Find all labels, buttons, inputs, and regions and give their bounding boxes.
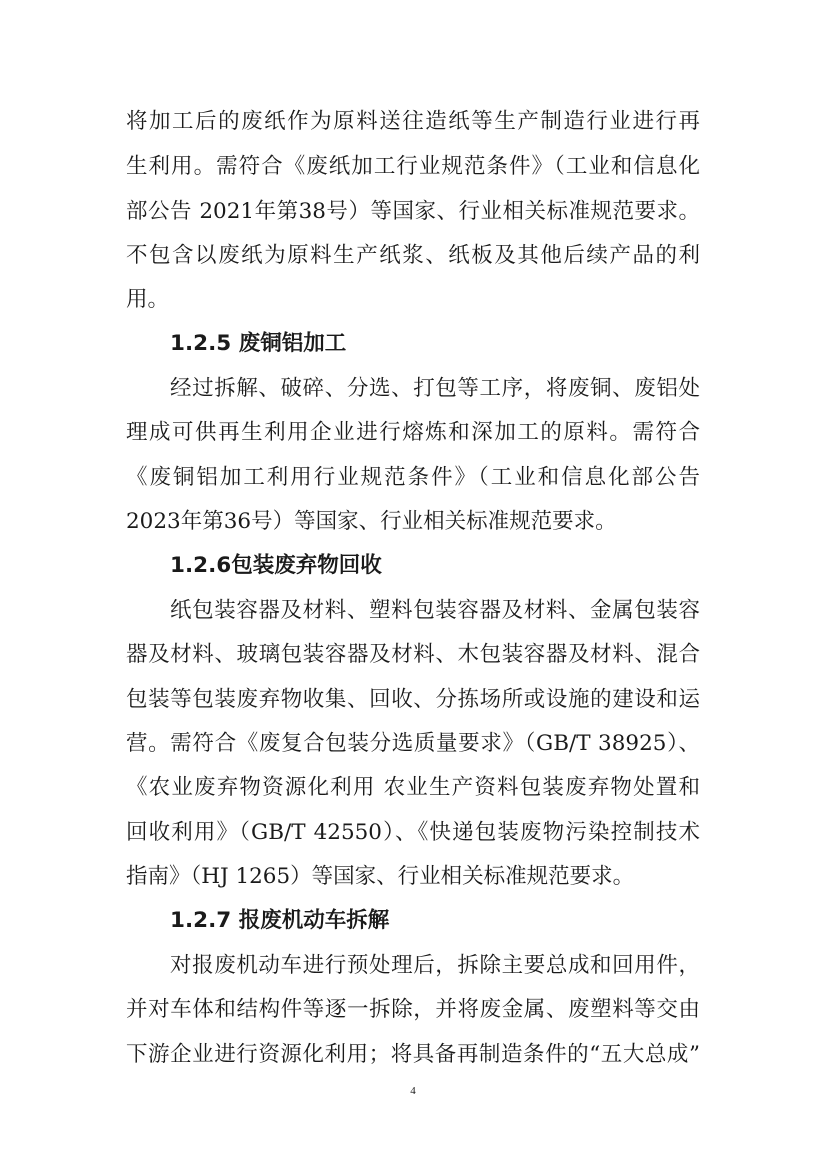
paragraph-line: 《农业废弃物资源化利用 农业生产资料包装废弃物处置和 <box>126 775 700 800</box>
paragraph-line: 包装等包装废弃物收集、回收、分拣场所或设施的建设和运 <box>126 687 700 712</box>
section-heading-1-2-7: 1.2.7 报废机动车拆解 <box>170 908 390 933</box>
paragraph-line: 部公告 2021年第38号）等国家、行业相关标准规范要求。 <box>126 199 700 224</box>
paragraph-line: 理成可供再生利用企业进行熔炼和深加工的原料。需符合 <box>126 420 700 445</box>
section-heading-1-2-5: 1.2.5 废铜铝加工 <box>170 331 347 356</box>
paragraph-line: 纸包装容器及材料、塑料包装容器及材料、金属包装容 <box>170 598 700 623</box>
paragraph-line: 对报废机动车进行预处理后，拆除主要总成和回用件， <box>170 953 700 978</box>
paragraph-line: 将加工后的废纸作为原料送往造纸等生产制造行业进行再 <box>126 109 700 134</box>
paragraph-line: 经过拆解、破碎、分选、打包等工序，将废铜、废铝处 <box>170 376 700 401</box>
paragraph-line: 指南》（HJ 1265）等国家、行业相关标准规范要求。 <box>126 864 635 889</box>
paragraph-line: 不包含以废纸为原料生产纸浆、纸板及其他后续产品的利 <box>126 243 700 268</box>
paragraph-line: 生利用。需符合《废纸加工行业规范条件》（工业和信息化 <box>126 154 700 179</box>
paragraph-line: 器及材料、玻璃包装容器及材料、木包装容器及材料、混合 <box>126 642 700 667</box>
page-number: 4 <box>410 1085 416 1097</box>
paragraph-line: 下游企业进行资源化利用；将具备再制造条件的“五大总成” <box>126 1042 700 1067</box>
section-heading-1-2-6: 1.2.6包装废弃物回收 <box>170 553 382 578</box>
paragraph-line: 并对车体和结构件等逐一拆除，并将废金属、废塑料等交由 <box>126 997 700 1022</box>
paragraph-line: 2023年第36号）等国家、行业相关标准规范要求。 <box>126 509 617 534</box>
paragraph-line: 用。 <box>126 287 170 312</box>
paragraph-line: 《废铜铝加工利用行业规范条件》（工业和信息化部公告 <box>126 465 700 490</box>
paragraph-line: 营。需符合《废复合包装分选质量要求》（GB/T 38925）、 <box>126 731 700 756</box>
paragraph-line: 回收利用》（GB/T 42550）、《快递包装废物污染控制技术 <box>126 820 700 845</box>
